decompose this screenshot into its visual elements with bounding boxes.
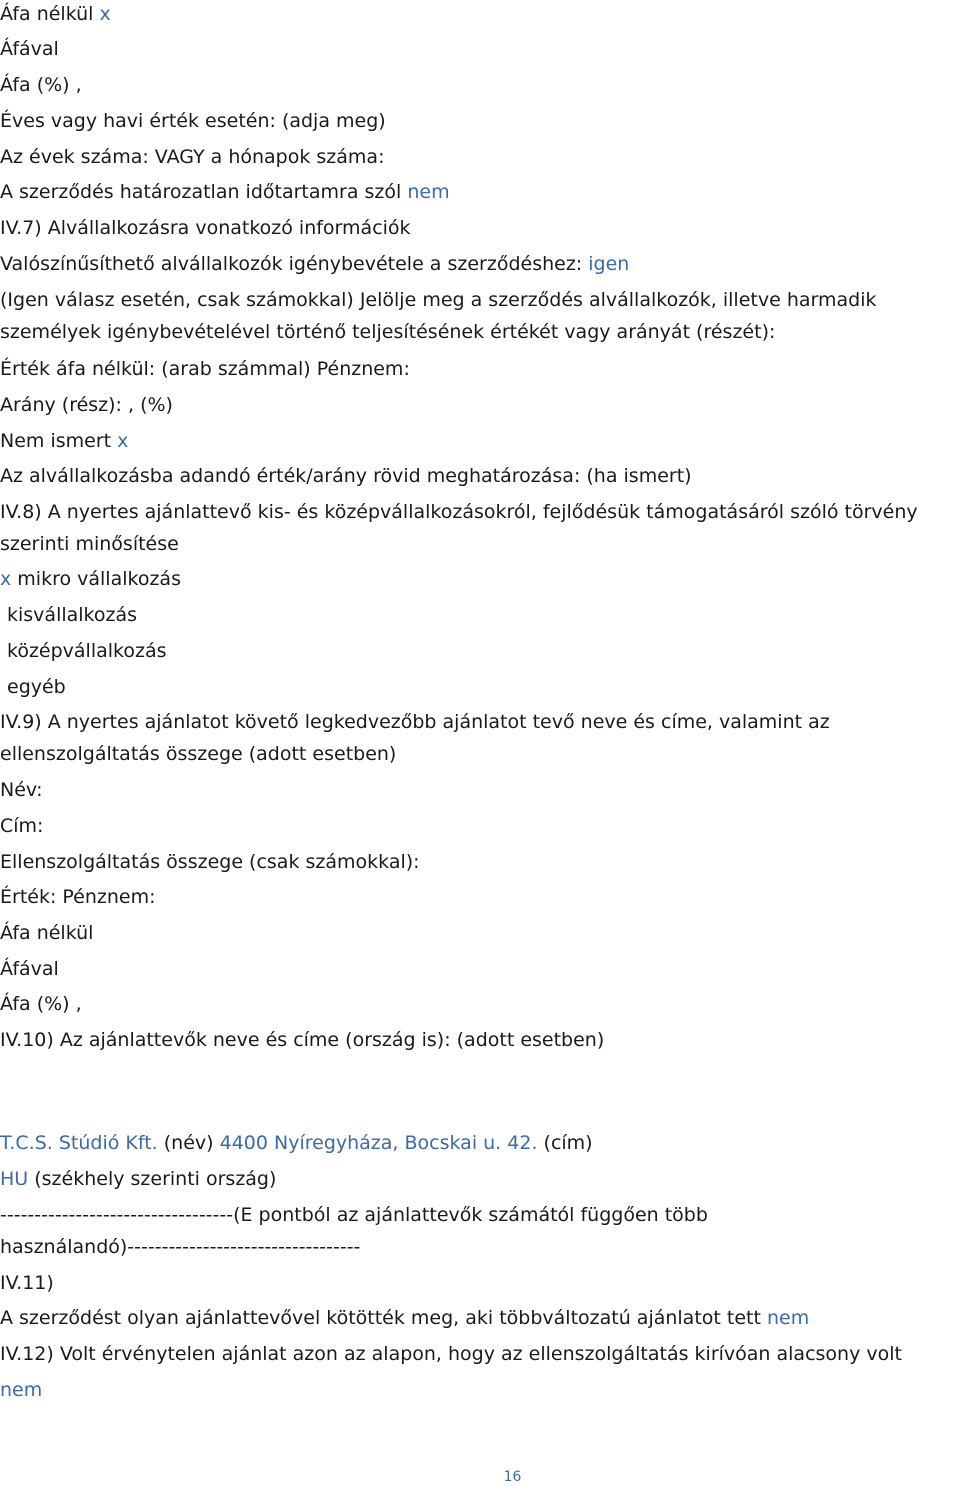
bidder-country: HU bbox=[0, 1168, 29, 1190]
vat-included-line: Áfával bbox=[0, 38, 59, 60]
indefinite-term-value: nem bbox=[407, 181, 450, 203]
not-known-line: Nem ismert x bbox=[0, 430, 129, 452]
section-heading-iv9: IV.9) A nyertes ajánlatot követő legkedvezőbb ajánlatot tevő neve és címe, valamint az bbox=[0, 711, 830, 733]
vat-excluded-value: x bbox=[99, 3, 111, 25]
page-number: 16 bbox=[503, 1469, 522, 1485]
separator-line-2: használandó)---------------------------------- bbox=[0, 1236, 361, 1258]
value-without-vat-line: Érték áfa nélkül: (arab számmal) Pénznem: bbox=[0, 358, 410, 380]
low-price-value: nem bbox=[0, 1379, 43, 1401]
bidder-country-line: HU (székhely szerinti ország) bbox=[0, 1168, 277, 1190]
medium-enterprise-line: középvállalkozás bbox=[7, 640, 167, 662]
other-enterprise-line: egyéb bbox=[7, 676, 66, 698]
variant-offer-value: nem bbox=[766, 1307, 810, 1329]
section-heading-iv12: IV.12) Volt érvénytelen ajánlat azon az alapon, hogy az ellenszolgáltatás kirívóan alacsony volt bbox=[0, 1343, 902, 1365]
variant-offer-line: A szerződést olyan ajánlattevővel kötötték meg, aki többváltozatú ajánlatot tett nem bbox=[0, 1307, 810, 1329]
vat-excluded-line: Áfa nélkül x bbox=[0, 3, 111, 25]
bidder-address: 4400 Nyíregyháza, Bocskai u. 42. bbox=[219, 1132, 538, 1154]
section-heading-iv11: IV.11) bbox=[0, 1272, 54, 1294]
consideration-amount-line: Ellenszolgáltatás összege (csak számokkal): bbox=[0, 851, 420, 873]
bidder-name: T.C.S. Stúdió Kft. bbox=[0, 1132, 158, 1154]
section-heading-iv7: IV.7) Alvállalkozásra vonatkozó információk bbox=[0, 217, 411, 239]
section-heading-iv8: IV.8) A nyertes ajánlattevő kis- és középvállalkozásokról, fejlődésük támogatásáról szóló törvény bbox=[0, 501, 918, 523]
vat-included-line-2: Áfával bbox=[0, 958, 59, 980]
annual-monthly-line: Éves vagy havi érték esetén: (adja meg) bbox=[0, 110, 386, 132]
subcontractor-likely-line: Valószínűsíthető alvállalkozók igénybevétele a szerződéshez: igen bbox=[0, 253, 630, 275]
bidder-name-address-line: T.C.S. Stúdió Kft. (név) 4400 Nyíregyháza, Bocskai u. 42. (cím) bbox=[0, 1132, 593, 1154]
subcontractor-instruction-line-1: (Igen válasz esetén, csak számokkal) Jelölje meg a szerződés alvállalkozók, illetve harmadik bbox=[0, 289, 877, 311]
subcontract-description-line: Az alvállalkozásba adandó érték/arány rövid meghatározása: (ha ismert) bbox=[0, 465, 692, 487]
vat-percent-line-2: Áfa (%) , bbox=[0, 993, 82, 1015]
subcontractor-likely-value: igen bbox=[588, 253, 630, 275]
years-months-line: Az évek száma: VAGY a hónapok száma: bbox=[0, 146, 385, 168]
vat-percent-line: Áfa (%) , bbox=[0, 74, 82, 96]
micro-enterprise-mark: x bbox=[0, 568, 12, 590]
small-enterprise-line: kisvállalkozás bbox=[7, 604, 138, 626]
section-heading-iv10: IV.10) Az ajánlattevők neve és címe (ország is): (adott esetben) bbox=[0, 1029, 605, 1051]
subcontractor-instruction-line-2: személyek igénybevételével történő teljesítésének értékét vagy arányát (részét): bbox=[0, 321, 776, 343]
separator-line-1: ----------------------------------(E pontból az ajánlattevők számától függően több bbox=[0, 1204, 708, 1226]
ratio-line: Arány (rész): , (%) bbox=[0, 394, 173, 416]
section-heading-iv9-cont: ellenszolgáltatás összege (adott esetben) bbox=[0, 743, 397, 765]
not-known-value: x bbox=[117, 430, 129, 452]
name-line: Név: bbox=[0, 779, 43, 801]
vat-excluded-line-2: Áfa nélkül bbox=[0, 922, 94, 944]
address-line: Cím: bbox=[0, 815, 44, 837]
section-heading-iv8-cont: szerinti minősítése bbox=[0, 533, 179, 555]
value-currency-line: Érték: Pénznem: bbox=[0, 886, 156, 908]
indefinite-term-line: A szerződés határozatlan időtartamra szól nem bbox=[0, 181, 450, 203]
micro-enterprise-line: x mikro vállalkozás bbox=[0, 568, 181, 590]
